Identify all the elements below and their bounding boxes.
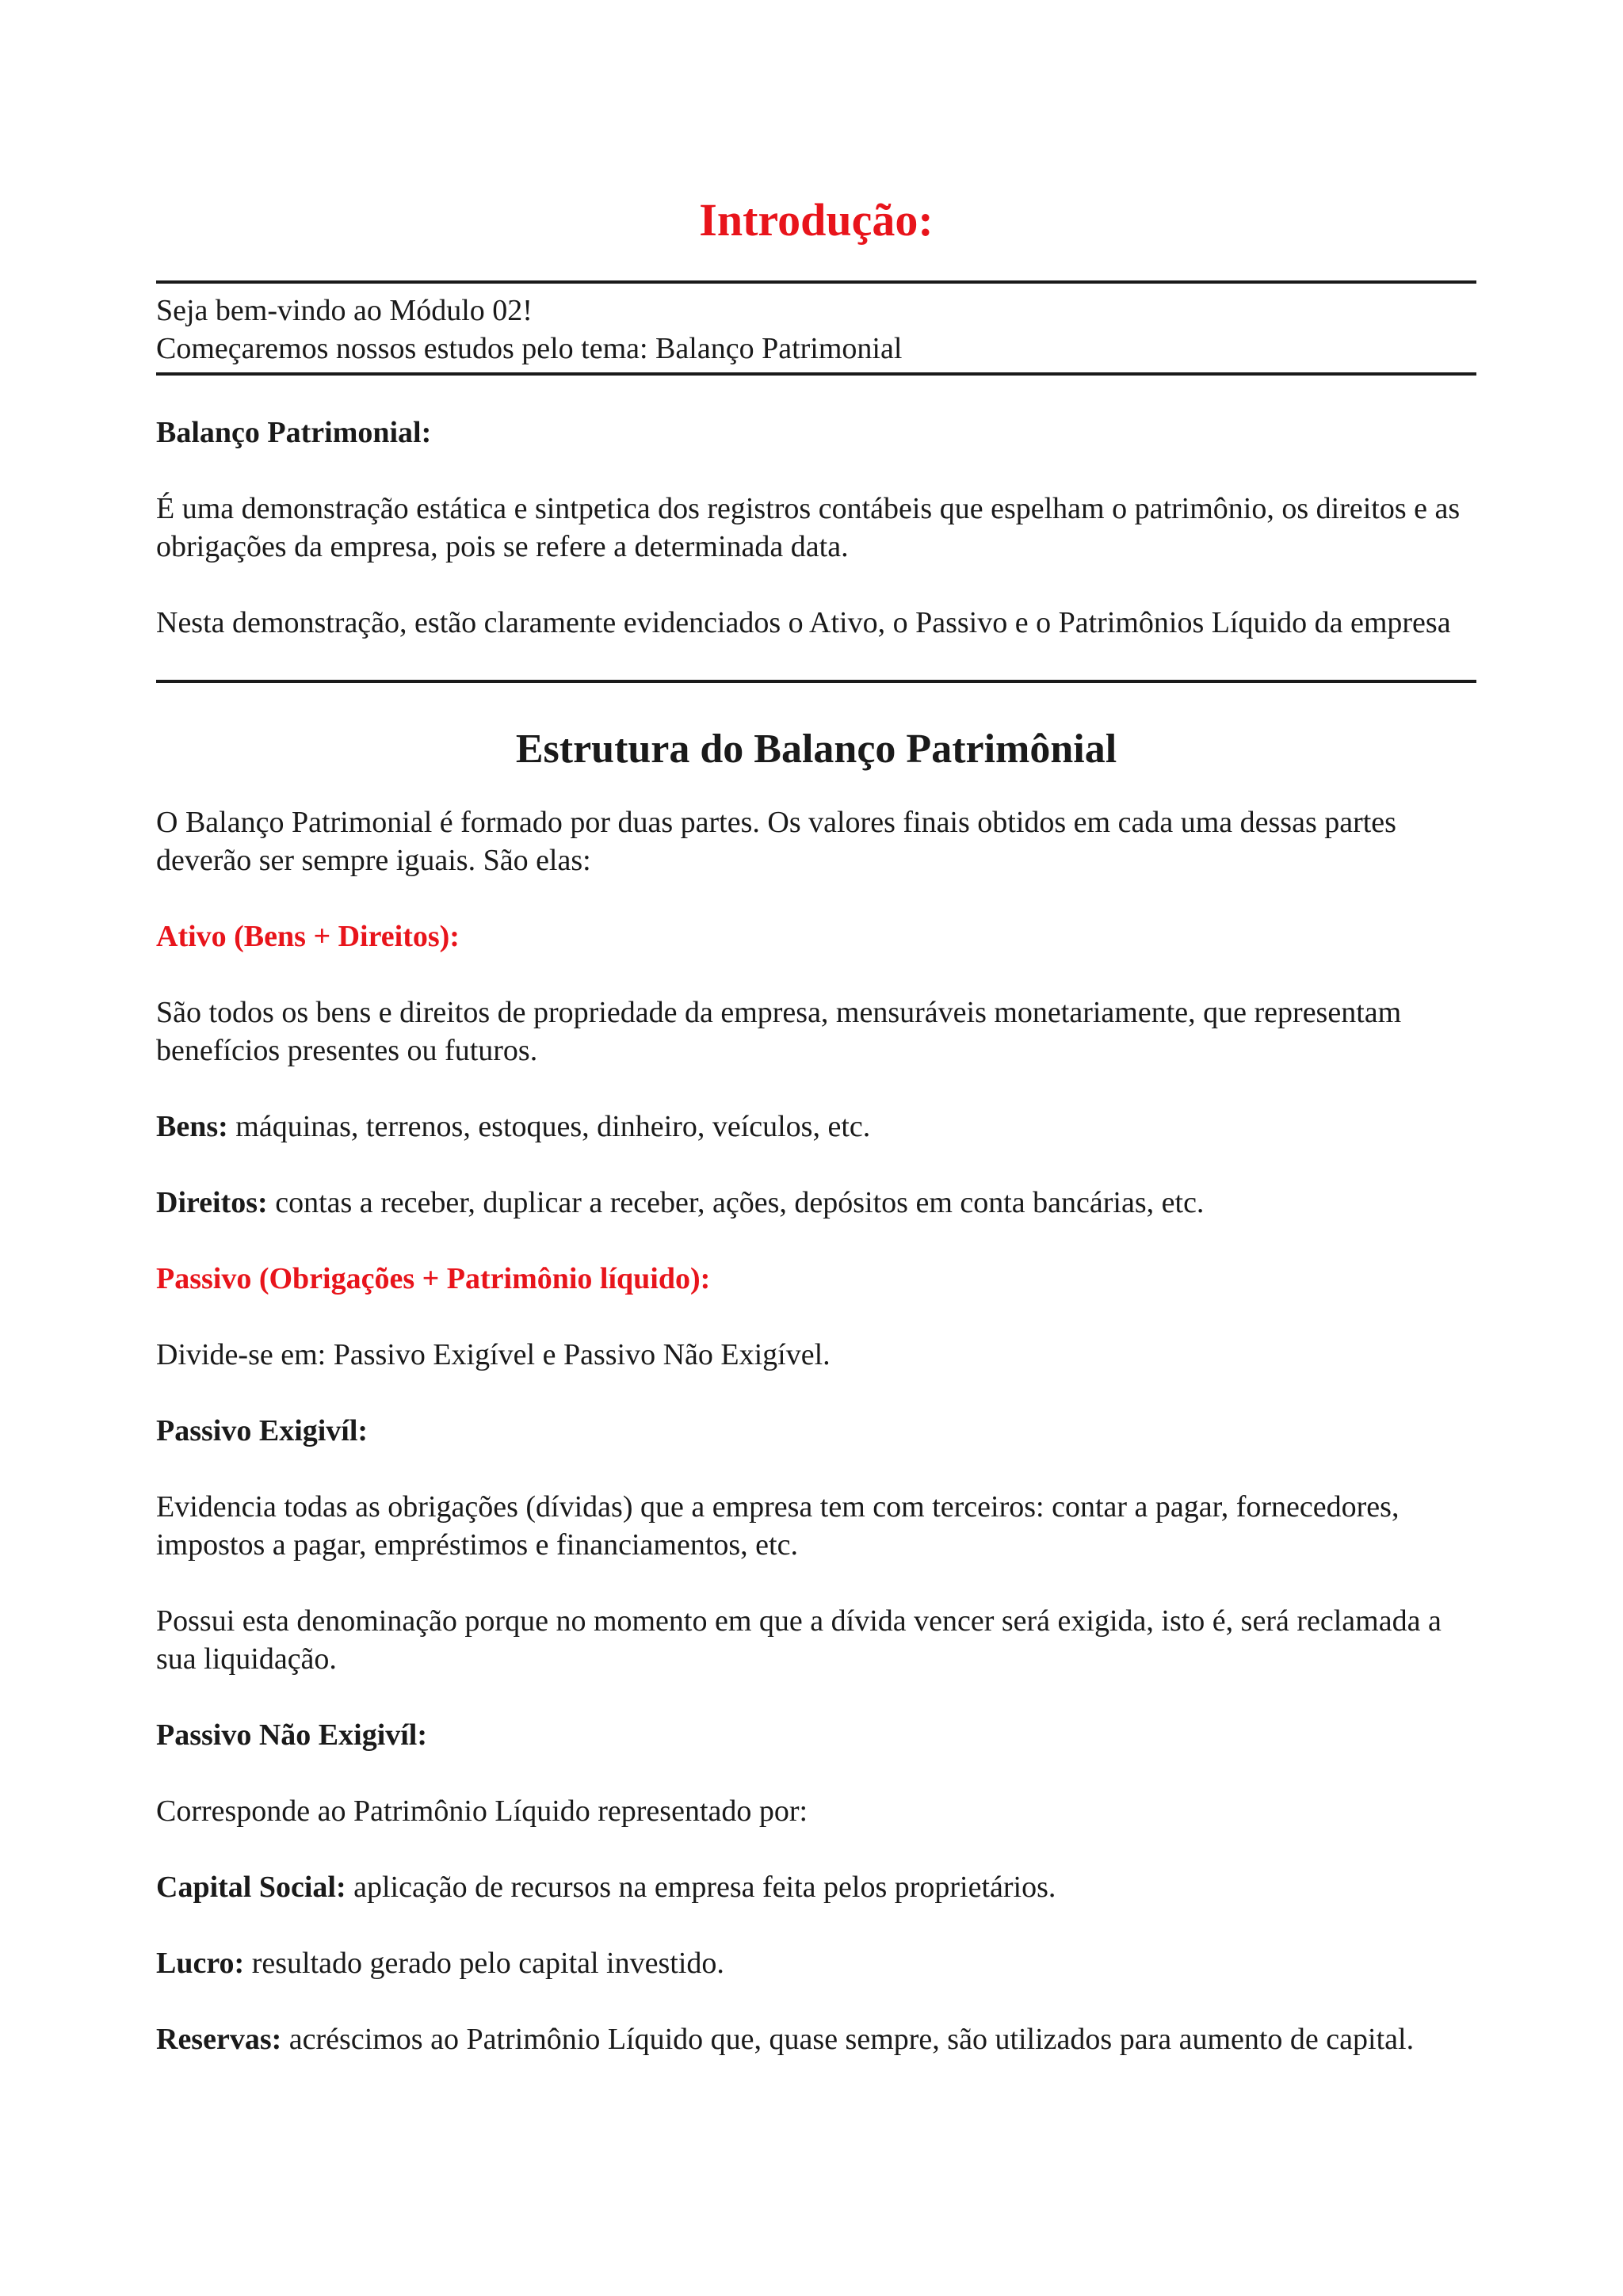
capital-social-line [156, 1868, 1476, 1906]
estrutura-intro: O Balanço Patrimonial é formado por duas partes. Os valores finais obtidos em cada uma dessas partes deverão ser sempre iguais. São elas: [156, 806, 1396, 877]
intro-box [156, 284, 1476, 372]
passivo-exigivel-paragraph-2: Possui esta denominação porque no momento em que a dívida vencer será exigida, isto é, será reclamada a sua liquidação. [156, 1604, 1442, 1676]
bens-line [156, 1108, 1476, 1146]
balanco-paragraph-1: É uma demonstração estática e sintpetica dos registros contábeis que espelham o patrimônio, os direitos e as obrigações da empresa, pois se refere a determinada data. [156, 492, 1461, 563]
section-divider [156, 680, 1476, 683]
direitos-text: contas a receber, duplicar a receber, ações, depósitos em conta bancárias, etc. [267, 1186, 1205, 1219]
lucro-text: resultado gerado pelo capital investido. [244, 1947, 724, 1980]
capital-social-label: Capital Social: [156, 1871, 346, 1904]
direitos-label: Direitos: [156, 1186, 268, 1219]
reservas-label: Reservas: [156, 2023, 282, 2056]
reservas-line [156, 2020, 1476, 2058]
capital-social-text: aplicação de recursos na empresa feita pelos proprietários. [346, 1871, 1056, 1904]
balanco-heading: Balanço Patrimonial: [156, 416, 432, 449]
passivo-nao-exigivel-heading: Passivo Não Exigivíl: [156, 1718, 428, 1752]
intro-title: Introdução: [699, 194, 934, 246]
estrutura-title: Estrutura do Balanço Patrimônial [515, 727, 1117, 772]
direitos-line [156, 1184, 1476, 1222]
passivo-divide: Divide-se em: Passivo Exigível e Passivo Não Exigível. [156, 1338, 831, 1371]
ativo-heading: Ativo (Bens + Direitos): [156, 920, 460, 953]
ativo-description: São todos os bens e direitos de propriedade da empresa, mensuráveis monetariamente, que representam benefícios presentes ou futuros. [156, 996, 1402, 1067]
intro-welcome-line: Seja bem-vindo ao Módulo 02! [156, 294, 533, 327]
passivo-exigivel-paragraph-1: Evidencia todas as obrigações (dívidas) que a empresa tem com terceiros: contar a pagar, fornecedores, impostos a pagar, empréstimos e financiamentos, etc. [156, 1490, 1400, 1562]
intro-bottom-rule [156, 372, 1476, 376]
passivo-nao-exigivel-intro: Corresponde ao Patrimônio Líquido representado por: [156, 1794, 808, 1828]
intro-topic-line: Começaremos nossos estudos pelo tema: Balanço Patrimonial [156, 332, 903, 365]
document-page [156, 190, 1476, 2058]
passivo-heading: Passivo (Obrigações + Patrimônio líquido): [156, 1262, 711, 1295]
bens-text: máquinas, terrenos, estoques, dinheiro, veículos, etc. [227, 1110, 871, 1143]
lucro-label: Lucro: [156, 1947, 245, 1980]
passivo-exigivel-heading: Passivo Exigivíl: [156, 1414, 369, 1447]
bens-label: Bens: [156, 1110, 228, 1143]
balanco-paragraph-2: Nesta demonstração, estão claramente evidenciados o Ativo, o Passivo e o Patrimônios Líquido da empresa [156, 606, 1451, 639]
reservas-text: acréscimos ao Patrimônio Líquido que, quase sempre, são utilizados para aumento de capital. [281, 2023, 1415, 2056]
lucro-line [156, 1944, 1476, 1982]
